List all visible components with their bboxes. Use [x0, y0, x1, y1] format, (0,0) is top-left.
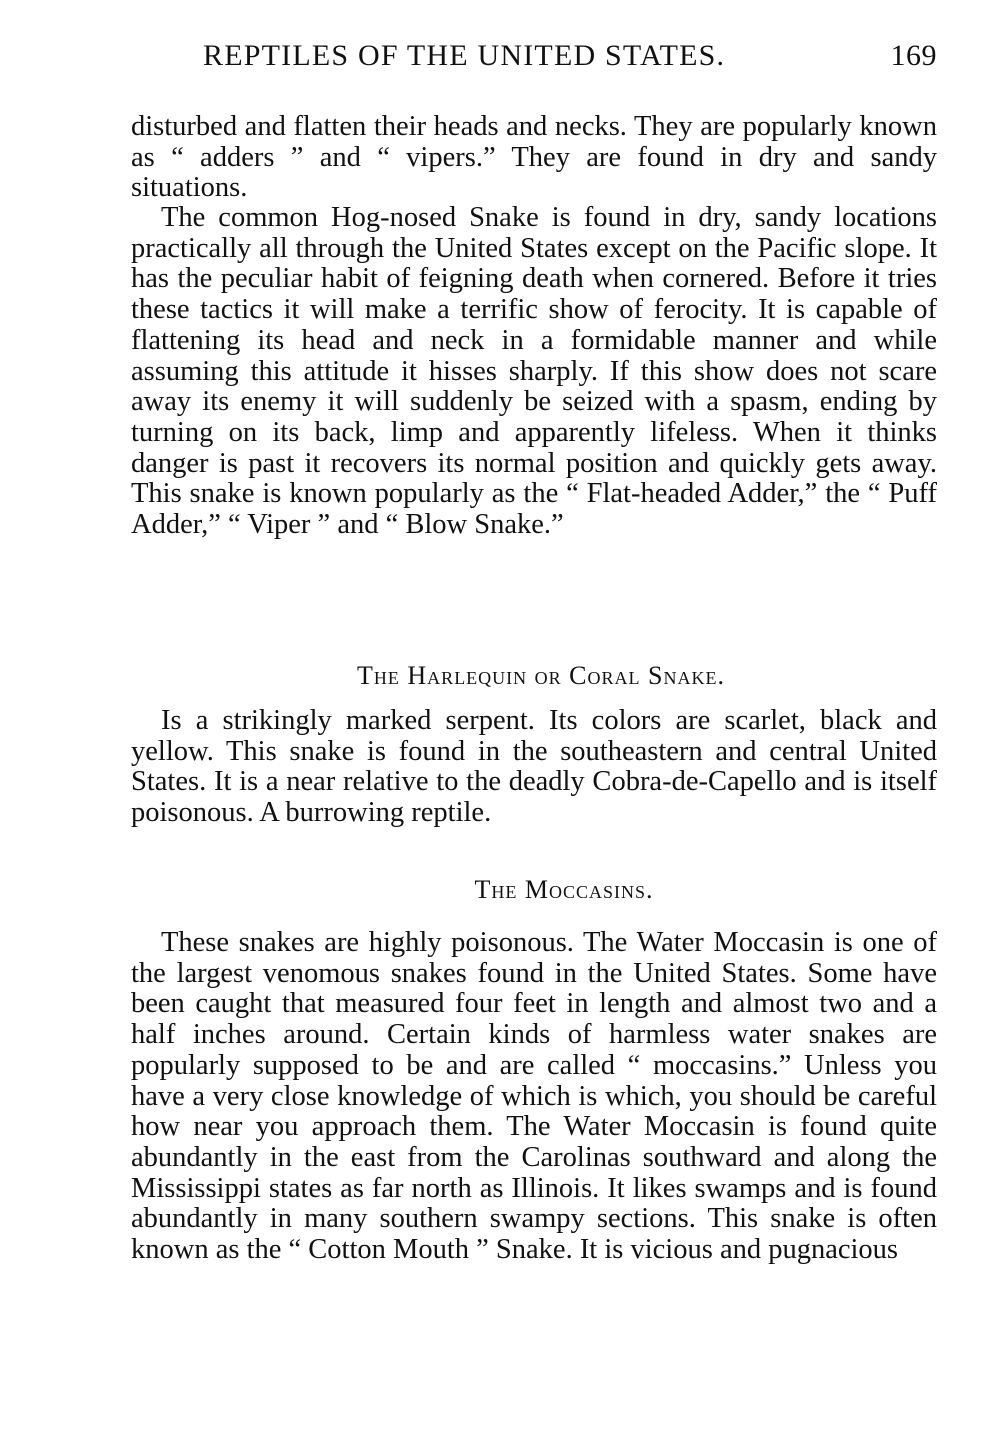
running-head: [203, 36, 937, 76]
section-heading-harlequin: The Harlequin or Coral Snake.: [357, 661, 725, 690]
page-number: 169: [890, 39, 937, 72]
moccasins-paragraph: These snakes are highly poisonous. The Water Moccasin is one of the largest venomous snakes found in the United States. Some have been caught that measured four feet in length and almost two and a half inches around. Certain kinds of harmless water snakes are popularly supposed to be and are called “ moccasins.” Unless you have a very close knowledge of which is which, you should be careful how near you approach them. The Water Moccasin is found quite abundantly in the east from the Carolinas southward and along the Mississippi states as far north as Illinois. It likes swamps and is found abundantly in many southern swampy sections. This snake is often known as the “ Cotton Mouth ” Snake. It is vicious and pugnacious: [131, 927, 937, 1266]
continuation-paragraph: disturbed and flatten their heads and necks. They are popularly known as “ adders ” and “ vipers.” They are found in dry and sandy situations.: [131, 111, 937, 204]
harlequin-paragraph: Is a strikingly marked serpent. Its colors are scarlet, black and yellow. This snake is found in the southeastern and central United States. It is a near relative to the deadly Cobra-de-Capello and is itself poisonous. A burrowing reptile.: [131, 705, 937, 829]
running-title: REPTILES OF THE UNITED STATES.: [203, 39, 726, 72]
section-heading-moccasins: The Moccasins.: [474, 875, 654, 904]
hog-nosed-paragraph: The common Hog-nosed Snake is found in dry, sandy locations practically all through the United States except on the Pacific slope. It has the peculiar habit of feigning death when cornered. Before it tries these tactics it will make a terrific show of ferocity. It is capable of flattening its head and neck in a formidable manner and while assuming this attitude it hisses sharply. If this show does not scare away its enemy it will suddenly be seized with a spasm, ending by turning on its back, limp and apparently lifeless. When it thinks danger is past it recovers its normal position and quickly gets away. This snake is known popularly as the “ Flat-headed Adder,” the “ Puff Adder,” “ Viper ” and “ Blow Snake.”: [131, 202, 937, 541]
book-page: [131, 36, 937, 1266]
